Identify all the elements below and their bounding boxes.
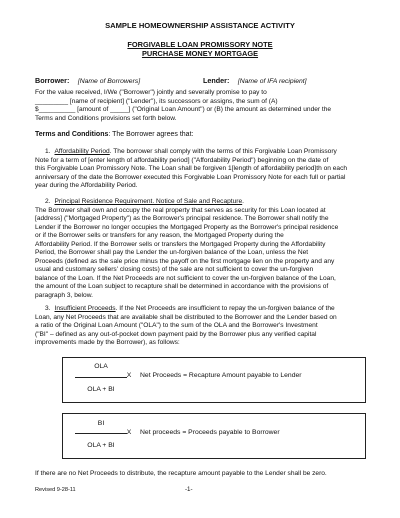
formula-2-fraction-bar (75, 433, 127, 434)
section-1-first-line (45, 148, 337, 157)
section-2-line: Period, the Borrower shall pay the Lender the un-forgiven balance of the Loan, unless the Net (35, 249, 309, 256)
intro-line: _________ [name of recipient] ("Lender"), its successors or assigns, the sum of (A) (35, 97, 278, 105)
section-2-line: The Borrower shall own and occupy the real property that serves as security for this Loan located at (35, 206, 326, 214)
section-2-line: the amount of the Loan subject to recapture shall be determined in accordance with the provisions of (35, 283, 329, 290)
section-2-first-rest: . (242, 198, 245, 205)
borrower-value: [Name of Borrowers] (77, 78, 141, 85)
intro-line: Terms and Conditions provisions set forth below. (35, 114, 177, 122)
section-2-heading: Principal Residence Requirement. Notice of Sale and Recapture (54, 198, 243, 205)
borrower-label: Borrower: (35, 76, 70, 85)
section-1-line: this Forgivable Loan Promissory Note. The Loan shall be forgiven 1[length of affordability period]th on each (35, 165, 348, 172)
intro-line: $__________ [amount of _____] ("Original Loan Amount") or (B) the amount as determined under the (35, 106, 332, 113)
section-3-line: Loan, any Net Proceeds that are available shall be distributed to the Borrower and the Lender based on (35, 313, 337, 321)
section-2-line: Affordability Period. If the Borrower sells or transfers the Mortgaged Property during the Affordability (35, 240, 326, 248)
formula-1-denominator: OLA + BI (87, 386, 115, 393)
document-subtitle-mortgage: PURCHASE MONEY MORTGAGE (141, 49, 259, 58)
lender-value: [Name of IFA recipient] (237, 78, 307, 85)
section-1-number: 1. (45, 148, 51, 155)
recapture-formula-box (62, 357, 366, 403)
section-2-line: usual and customary sellers' closing costs) of the sale are not sufficient to cover the un-forgiven (35, 266, 314, 273)
section-1-line: Note for a term of [enter length of affordability period] ("Affordability Period") beginning on the date of (35, 156, 329, 164)
terms-rest: : The Borrower agrees that: (108, 131, 194, 138)
section-3-first-line (45, 305, 335, 314)
closing-paragraph: If there are no Net Proceeds to distribute, the recapture amount payable to the Lender shall be zero. (35, 470, 327, 477)
revision-date: Revised 9-28-11 (35, 487, 76, 493)
terms-label: Terms and Conditions (35, 131, 109, 138)
document-subtitle-note: FORGIVABLE LOAN PROMISSORY NOTE (127, 40, 273, 49)
section-2-line: or if the Borrower sells or transfers for any reason, the Mortgaged Property during the (35, 232, 284, 239)
section-3-number: 3. (45, 305, 51, 312)
section-2-line: paragraph 3, below. (35, 291, 93, 299)
intro-line: For the value received, I/We ("Borrower") jointly and severally promise to pay to (35, 89, 267, 96)
section-1-heading: Affordability Period (54, 148, 110, 155)
section-3-line: improvements made by the Borrower), as follows: (35, 339, 180, 346)
section-3-line: a ratio of the Original Loan Amount ("OLA") to the sum of the OLA and the Borrower's Investment (35, 322, 318, 329)
lender-field (203, 70, 307, 88)
formula-1-result: Net Proceeds = Recapture Amount payable to Lender (140, 372, 302, 379)
formula-1-fraction-bar (75, 377, 127, 378)
document-title: SAMPLE HOMEOWNERSHIP ASSISTANCE ACTIVITY (105, 21, 295, 30)
page-number: -1- (185, 486, 193, 493)
borrower-proceeds-formula-box (62, 413, 366, 459)
section-2-line: [address] ("Mortgaged Property") as the Borrower's principal residence. The Borrower shall notify the (35, 215, 329, 222)
section-2-line: Lender if the Borrower no longer occupies the Mortgaged Property as the Borrower's principal residence (35, 223, 339, 231)
borrower-field (35, 70, 140, 88)
formula-2-result: Net proceeds = Proceeds payable to Borrower (140, 429, 280, 436)
section-2-number: 2. (45, 198, 51, 205)
formula-1-numerator: OLA (94, 363, 108, 370)
section-3-heading: Insufficient Proceeds (54, 305, 116, 312)
terms-heading (35, 131, 193, 140)
formula-1-operator: X (126, 372, 132, 379)
formula-2-numerator: BI (97, 420, 105, 427)
section-3-line: ("BI" – defined as any out-of-pocket down payment paid by the Borrower plus any verified capital (35, 330, 317, 338)
section-2-line: Proceeds (defined as the sale price minus the payoff on the first mortgage lien on the property and any (35, 257, 335, 265)
section-2-first-line (45, 198, 244, 207)
section-1-first-rest: . The borrower shall comply with the terms of this Forgivable Loan Promissory (109, 148, 337, 155)
section-1-line: anniversary of the date the Borrower executed this Forgivable Loan Promissory Note for each full or partial (35, 173, 346, 181)
formula-2-operator: X (126, 429, 132, 436)
section-1-line: year during the Affordability Period. (35, 182, 138, 189)
lender-label: Lender: (203, 76, 230, 85)
section-3-first-rest: . If the Net Proceeds are insufficient to repay the un-forgiven balance of the (115, 305, 335, 312)
formula-2-denominator: OLA + BI (87, 442, 115, 449)
section-2-line: balance of the Loan. If the Net Proceeds are not sufficient to cover the un-forgiven balance of the Loan, (35, 274, 336, 282)
